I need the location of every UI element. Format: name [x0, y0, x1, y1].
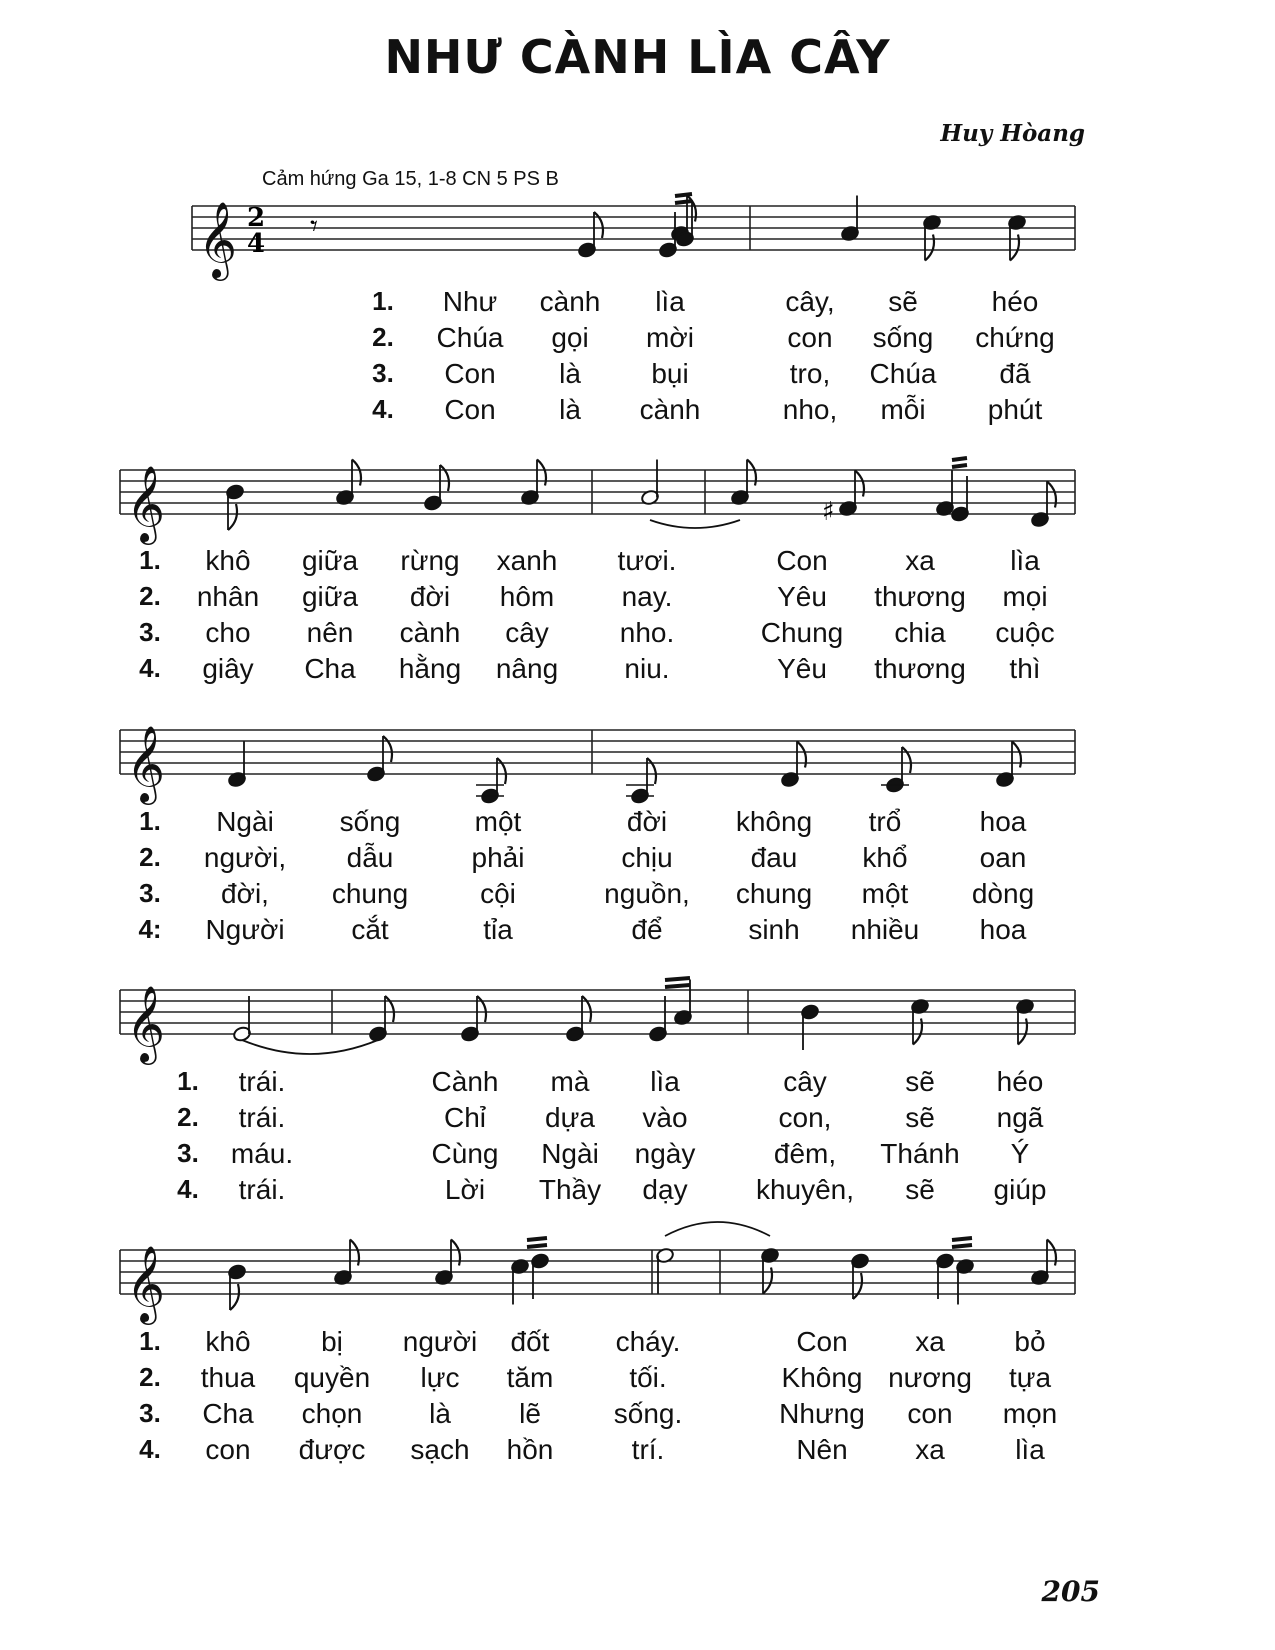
lyric-word: ngã [996, 1102, 1044, 1133]
verse-number: 1. [139, 1326, 161, 1356]
lyric-word: con [907, 1398, 953, 1429]
lyric-line [0, 394, 1275, 430]
lyric-word: sống [872, 322, 934, 353]
lyric-word: héo [991, 286, 1039, 317]
verse-number: 4. [139, 653, 161, 683]
lyric-word: Không [781, 1362, 863, 1393]
lyric-word: một [474, 806, 522, 837]
sixteenth-beam [527, 1238, 547, 1240]
lyric-line [0, 581, 1275, 617]
lyric-word: con [787, 322, 833, 353]
tie-slur [665, 1222, 770, 1236]
note-flag [477, 996, 486, 1022]
note-flag [228, 504, 237, 530]
lyric-word: cành [639, 394, 701, 425]
lyric-word: chứng [975, 322, 1055, 353]
lyric-line [0, 653, 1275, 689]
lyric-line [0, 1174, 1275, 1210]
lyric-word: là [559, 394, 581, 425]
lyric-word: để [631, 914, 663, 945]
note-flag [594, 212, 603, 238]
lyric-word: nâng [495, 653, 559, 684]
sixteenth-beam [952, 465, 967, 467]
lyric-word: dạy [642, 1174, 688, 1205]
lyric-word: Ý [1010, 1138, 1030, 1169]
lyric-word: Cành [431, 1066, 499, 1097]
verse-number: 2. [177, 1102, 199, 1132]
lyric-word: sẽ [888, 286, 918, 317]
verse-number: 4. [177, 1174, 199, 1204]
lyric-word: giúp [993, 1174, 1047, 1205]
lyric-word: đau [750, 842, 798, 873]
lyric-word: Yêu [777, 653, 827, 684]
verse-number: 4. [372, 394, 394, 424]
lyric-word: chọn [301, 1398, 363, 1429]
lyric-word: sẽ [905, 1102, 935, 1133]
time-signature-bottom: 4 [247, 229, 266, 259]
lyric-word: bỏ [1014, 1326, 1046, 1357]
page-number: 205 [1041, 1575, 1100, 1608]
note-flag [582, 996, 591, 1022]
lyric-word: chia [894, 617, 946, 648]
lyric-word: cội [480, 878, 516, 909]
lyric-word: trái. [238, 1102, 286, 1133]
verse-number: 3. [139, 617, 161, 647]
note-flag [853, 1273, 862, 1299]
eighth-rest-icon: 𝄾 [310, 209, 318, 244]
verse-number: 1. [372, 286, 394, 316]
lyric-word: héo [996, 1066, 1044, 1097]
lyric-word: sạch [410, 1434, 470, 1465]
lyric-word: mời [646, 322, 694, 353]
lyric-word: tươi. [617, 545, 677, 576]
lyric-word: Con [796, 1326, 848, 1357]
lyric-word: khổ [862, 842, 908, 873]
lyric-word: tựa [1008, 1362, 1052, 1393]
lyric-word: bụi [651, 358, 689, 389]
lyric-line [0, 545, 1275, 581]
lyric-word: cây [783, 1066, 827, 1097]
lyric-word: vào [642, 1102, 688, 1133]
lyric-word: cắt [351, 914, 389, 945]
lyric-word: người, [203, 842, 287, 873]
lyric-word: Chung [760, 617, 844, 648]
lyric-word: nho. [619, 617, 675, 648]
verse-number: 3. [372, 358, 394, 388]
lyric-word: xa [915, 1434, 945, 1465]
lyric-word: cây [505, 617, 549, 648]
lyric-word: mọn [1002, 1398, 1058, 1429]
lyric-word: niu. [624, 653, 670, 684]
lyric-word: Chúa [869, 358, 937, 389]
lyric-word: máu. [230, 1138, 294, 1169]
lyric-word: cuộc [995, 617, 1055, 648]
lyric-line [0, 358, 1275, 394]
lyric-word: mà [550, 1066, 590, 1097]
composer-name: Huy Hòang [940, 120, 1085, 147]
inspiration-note: Cảm hứng Ga 15, 1-8 CN 5 PS B [262, 168, 559, 190]
lyric-word: Nên [796, 1434, 848, 1465]
lyric-word: cành [539, 286, 601, 317]
lyric-word: Chúa [436, 322, 504, 353]
lyric-word: Chỉ [443, 1102, 487, 1133]
lyric-word: Con [444, 394, 496, 425]
sixteenth-beam [527, 1245, 547, 1247]
lyric-word: hồn [506, 1434, 554, 1465]
lyric-word: lực [420, 1362, 460, 1393]
lyric-word: dòng [971, 878, 1035, 909]
verse-number: 3. [139, 1398, 161, 1428]
lyric-word: lìa [655, 286, 685, 317]
verse-number: 2. [372, 322, 394, 352]
lyric-word: Thầy [538, 1174, 602, 1205]
lyric-word: hằng [398, 653, 462, 684]
lyric-word: là [429, 1398, 451, 1429]
lyric-word: cây, [785, 286, 835, 317]
lyric-word: trái. [238, 1174, 286, 1205]
lyric-word: khuyên, [755, 1174, 855, 1205]
lyric-word: hoa [979, 914, 1027, 945]
lyric-word: xa [905, 545, 935, 576]
lyric-word: nay. [621, 581, 673, 612]
lyric-word: thua [200, 1362, 256, 1393]
verse-number: 3. [139, 878, 161, 908]
treble-clef-icon: 𝄞 [198, 201, 238, 278]
lyric-word: con, [778, 1102, 832, 1133]
lyric-word: nương [888, 1362, 972, 1393]
lyric-line [0, 322, 1275, 358]
lyric-word: Cha [202, 1398, 254, 1429]
verse-number: 1. [177, 1066, 199, 1096]
lyric-line [0, 806, 1275, 842]
lyric-word: rừng [400, 545, 460, 576]
tie-slur [242, 1040, 378, 1054]
lyric-word: hoa [979, 806, 1027, 837]
lyric-word: đời [409, 581, 451, 612]
lyric-word: đời, [221, 878, 269, 909]
sixteenth-beam [665, 985, 690, 987]
verse-number: 4. [139, 1434, 161, 1464]
lyric-word: ngày [634, 1138, 696, 1169]
note-flag [647, 758, 656, 784]
lyric-word: Ngài [216, 806, 274, 837]
lyric-word: sinh [748, 914, 800, 945]
sixteenth-beam [952, 458, 967, 460]
lyric-word: là [559, 358, 581, 389]
lyric-word: nhân [196, 581, 260, 612]
lyric-word: sẽ [905, 1066, 935, 1097]
lyric-line [0, 878, 1275, 914]
lyric-word: lìa [1010, 545, 1040, 576]
lyric-word: Cha [304, 653, 356, 684]
lyric-line [0, 1398, 1275, 1434]
lyric-word: nên [306, 617, 354, 648]
lyric-line [0, 1326, 1275, 1362]
lyric-word: bị [321, 1326, 343, 1357]
sixteenth-beam [952, 1238, 972, 1240]
lyric-word: thì [1009, 653, 1041, 684]
lyric-word: tối. [629, 1362, 667, 1393]
lyric-word: phút [987, 394, 1043, 425]
lyric-word: quyền [293, 1362, 371, 1393]
note-flag [385, 996, 394, 1022]
lyric-word: tro, [789, 358, 831, 389]
lyric-word: lìa [650, 1066, 680, 1097]
lyric-word: chung [735, 878, 813, 909]
lyric-line [0, 1066, 1275, 1102]
lyric-word: tỉa [483, 914, 513, 945]
lyric-word: mỗi [880, 394, 926, 425]
lyric-word: nguồn, [604, 878, 690, 909]
note-flag [230, 1284, 239, 1310]
lyric-word: một [861, 878, 909, 909]
lyric-word: giữa [301, 581, 359, 612]
lyric-word: Con [444, 358, 496, 389]
lyric-word: Ngài [541, 1138, 599, 1169]
lyric-word: sống [339, 806, 401, 837]
lyric-word: Thánh [880, 1138, 960, 1169]
verse-number: 2. [139, 842, 161, 872]
lyric-word: mọi [1002, 581, 1048, 612]
lyric-word: khô [205, 1326, 251, 1357]
lyric-word: không [735, 806, 813, 837]
lyric-word: được [298, 1434, 366, 1465]
lyric-word: Nhưng [779, 1398, 865, 1429]
lyric-word: đêm, [773, 1138, 837, 1169]
lyric-line [0, 1138, 1275, 1174]
lyric-word: trái. [238, 1066, 286, 1097]
lyric-word: dẫu [346, 842, 394, 873]
lyric-line [0, 1434, 1275, 1470]
lyric-word: chung [331, 878, 409, 909]
lyric-word: trổ [868, 806, 902, 837]
lyric-word: lìa [1015, 1434, 1045, 1465]
lyric-word: thương [874, 581, 966, 612]
lyric-word: trí. [631, 1434, 665, 1465]
verse-number: 3. [177, 1138, 199, 1168]
lyric-word: xanh [496, 545, 558, 576]
lyric-word: khô [205, 545, 251, 576]
time-signature-top: 2 [247, 203, 266, 233]
lyric-word: xa [915, 1326, 945, 1357]
lyric-word: đã [999, 358, 1031, 389]
lyric-line [0, 286, 1275, 322]
treble-clef-icon: 𝄞 [126, 985, 166, 1062]
lyric-word: giây [202, 653, 254, 684]
lyric-word: cháy. [615, 1326, 681, 1357]
sixteenth-beam [675, 194, 692, 196]
lyric-word: sẽ [905, 1174, 935, 1205]
sixteenth-beam [675, 201, 692, 203]
lyric-line [0, 1102, 1275, 1138]
lyric-word: nhiều [850, 914, 920, 945]
lyric-word: phải [471, 842, 525, 873]
verse-number: 1. [139, 806, 161, 836]
lyric-word: oan [979, 842, 1027, 873]
sixteenth-beam [665, 978, 690, 980]
note-flag [440, 465, 449, 491]
note-flag [902, 747, 911, 773]
verse-number: 4: [138, 914, 162, 944]
note-flag [383, 736, 392, 762]
lyric-word: giữa [301, 545, 359, 576]
sharp-accidental-icon: ♯ [822, 497, 835, 527]
lyric-word: nho, [782, 394, 838, 425]
lyric-word: dựa [545, 1102, 595, 1133]
song-title: NHƯ CÀNH LÌA CÂY [384, 30, 891, 84]
lyric-word: con [205, 1434, 251, 1465]
lyric-line [0, 914, 1275, 950]
lyric-line [0, 617, 1275, 653]
lyric-word: sống. [613, 1398, 683, 1429]
verse-number: 2. [139, 581, 161, 611]
lyric-word: lẽ [519, 1398, 541, 1429]
lyric-word: Con [776, 545, 828, 576]
lyric-word: hôm [499, 581, 555, 612]
treble-clef-icon: 𝄞 [126, 465, 166, 542]
verse-number: 1. [139, 545, 161, 575]
lyric-word: Cùng [431, 1138, 499, 1169]
treble-clef-icon: 𝄞 [126, 725, 166, 802]
treble-clef-icon: 𝄞 [126, 1245, 166, 1322]
lyric-word: Yêu [777, 581, 827, 612]
lyric-word: cho [205, 617, 251, 648]
lyric-word: Lời [444, 1174, 486, 1205]
lyric-word: cành [399, 617, 461, 648]
lyric-word: đốt [510, 1326, 550, 1357]
lyric-word: thương [874, 653, 966, 684]
lyric-line [0, 842, 1275, 878]
lyric-line [0, 1362, 1275, 1398]
tie-slur [650, 520, 740, 528]
lyric-word: Người [205, 914, 285, 945]
lyric-word: chịu [621, 842, 673, 873]
lyric-word: đời [626, 806, 668, 837]
sixteenth-beam [952, 1245, 972, 1247]
lyric-word: người [402, 1326, 478, 1357]
lyric-word: tăm [506, 1362, 554, 1393]
verse-number: 2. [139, 1362, 161, 1392]
lyric-word: Như [442, 286, 498, 317]
lyric-word: gọi [551, 322, 589, 353]
note-flag [497, 758, 506, 784]
